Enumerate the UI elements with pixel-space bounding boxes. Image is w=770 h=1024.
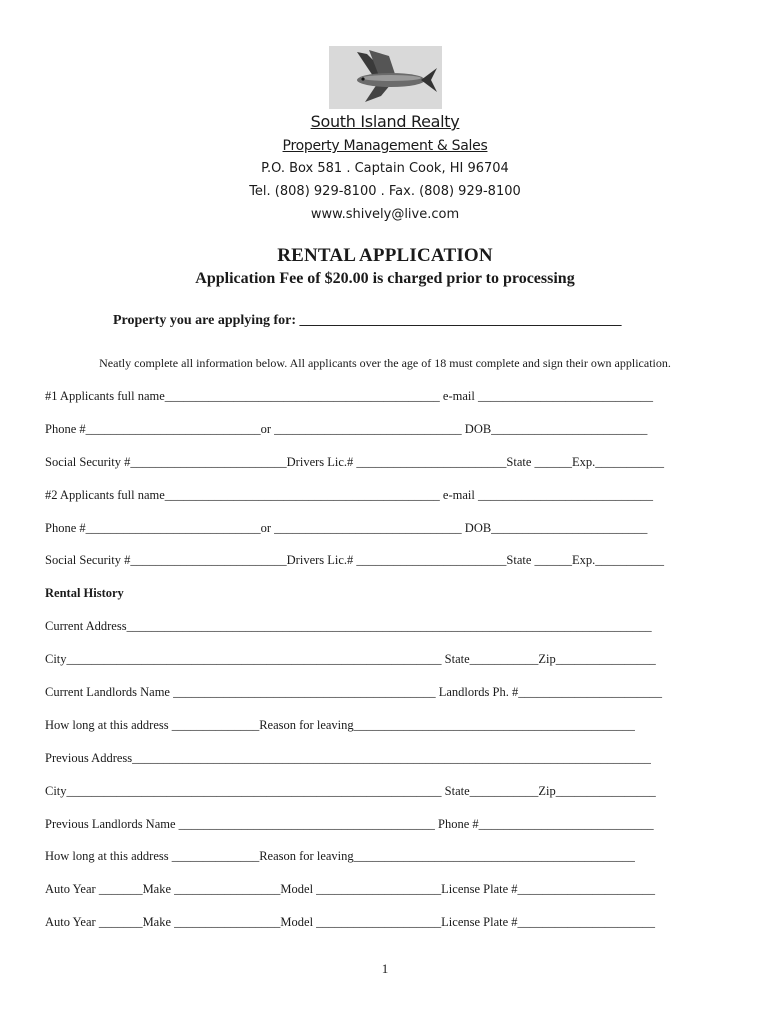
applicant1-name-email-field[interactable]: #1 Applicants full name____________________________________________ e-mail ____________________________ [45, 389, 653, 403]
applicant1-ssn-license-field[interactable]: Social Security #_________________________Drivers Lic.# ________________________State ______Exp.___________ [45, 455, 665, 469]
company-phone: Tel. (808) 929-8100 . Fax. (808) 929-8100 [249, 184, 521, 199]
company-website: www.shively@live.com [310, 207, 460, 222]
previous-address-field[interactable]: Previous Address___________________________________________________________________________________ [45, 751, 651, 765]
previous-landlord-field[interactable]: Previous Landlords Name _________________________________________ Phone #____________________________ [45, 817, 654, 831]
fish-icon [329, 46, 442, 109]
company-tagline: Property Management & Sales [282, 138, 488, 154]
applicant1-phone-dob-field[interactable]: Phone #____________________________or ______________________________ DOB_________________________ [45, 422, 648, 436]
current-duration-reason-field[interactable]: How long at this address ______________Reason for leaving_____________________________________________ [45, 718, 635, 732]
previous-duration-reason-field[interactable]: How long at this address ______________Reason for leaving_____________________________________________ [45, 849, 635, 863]
company-name: South Island Realty [310, 112, 460, 131]
previous-city-state-zip-field[interactable]: City____________________________________________________________ State___________Zip________________ [45, 784, 656, 798]
current-landlord-field[interactable]: Current Landlords Name __________________________________________ Landlords Ph. #_______________________ [45, 685, 662, 699]
flying-fish-logo [329, 46, 442, 109]
document-title: RENTAL APPLICATION [277, 245, 493, 266]
current-address-field[interactable]: Current Address____________________________________________________________________________________ [45, 619, 652, 633]
rental-history-heading: Rental History [45, 586, 124, 600]
fee-note: Application Fee of $20.00 is charged prior to processing [195, 270, 575, 287]
applicant2-name-email-field[interactable]: #2 Applicants full name____________________________________________ e-mail ____________________________ [45, 488, 653, 502]
instructions: Neatly complete all information below. All applicants over the age of 18 must complete and sign their own application. [99, 356, 671, 370]
auto1-field[interactable]: Auto Year _______Make _________________Model ____________________License Plate #______________________ [45, 882, 656, 896]
auto2-field[interactable]: Auto Year _______Make _________________Model ____________________License Plate #______________________ [45, 915, 656, 929]
applicant2-ssn-license-field[interactable]: Social Security #_________________________Drivers Lic.# ________________________State ______Exp.___________ [45, 553, 665, 567]
company-address: P.O. Box 581 . Captain Cook, HI 96704 [261, 161, 509, 176]
page-number: 1 [381, 961, 389, 976]
property-field[interactable]: Property you are applying for: ______________________________________________ [113, 313, 622, 328]
applicant2-phone-dob-field[interactable]: Phone #____________________________or ______________________________ DOB_________________________ [45, 521, 648, 535]
current-city-state-zip-field[interactable]: City____________________________________________________________ State___________Zip________________ [45, 652, 656, 666]
